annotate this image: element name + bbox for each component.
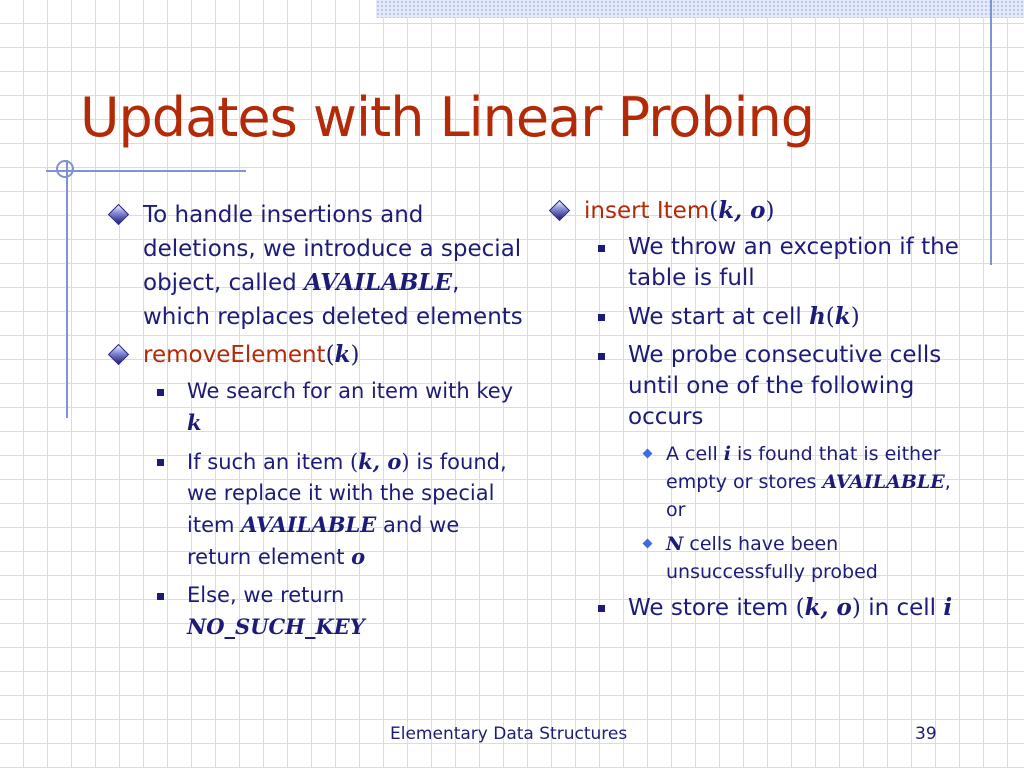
sub-bullet-replace bbox=[155, 446, 528, 573]
slide-title: Updates with Linear Probing bbox=[80, 86, 815, 149]
paren-close: ) bbox=[765, 198, 775, 224]
paren-close: ) bbox=[850, 304, 860, 330]
tertiary-text: A cell bbox=[666, 443, 718, 465]
item-pair: k, o bbox=[358, 449, 402, 474]
footer-title: Elementary Data Structures bbox=[390, 724, 628, 744]
paren-open: ( bbox=[350, 450, 359, 474]
square-bullet-icon bbox=[598, 245, 605, 252]
sub-bullet-exception bbox=[596, 232, 969, 294]
element-variable: o bbox=[351, 544, 366, 569]
decoration-circle bbox=[56, 160, 74, 178]
sub-bullet-text: We search for an item with key bbox=[187, 379, 514, 403]
item-pair: k, o bbox=[804, 594, 852, 621]
square-bullet-icon bbox=[598, 605, 605, 612]
bullet-insert-item bbox=[549, 194, 969, 228]
small-diamond-bullet-icon bbox=[643, 449, 653, 459]
top-decoration-band bbox=[376, 0, 1024, 18]
diamond-bullet-icon bbox=[108, 344, 129, 365]
square-bullet-icon bbox=[598, 314, 605, 321]
cell-variable: i bbox=[723, 443, 731, 465]
sub-bullet-store bbox=[596, 592, 969, 624]
tertiary-text-end: , or bbox=[666, 471, 951, 521]
square-bullet-icon bbox=[598, 353, 605, 360]
sub-bullet-text: If such an item bbox=[187, 450, 344, 474]
sub-bullet-start-cell bbox=[596, 301, 969, 333]
no-such-key-term: NO_SUCH_KEY bbox=[187, 614, 365, 639]
paren-open: ( bbox=[795, 595, 805, 621]
key-variable: k bbox=[834, 303, 851, 330]
tertiary-bullet-found bbox=[642, 440, 969, 524]
tertiary-text-mid: is found that is either empty or stores bbox=[666, 443, 941, 493]
square-bullet-icon bbox=[157, 593, 164, 600]
sub-bullet-probe bbox=[596, 340, 969, 433]
tertiary-bullet-probed bbox=[642, 530, 969, 586]
bullet-available-intro bbox=[108, 198, 528, 334]
sub-bullet-text-end: and we return element bbox=[187, 513, 460, 569]
bullet-text-tail: , which replaces deleted elements bbox=[143, 270, 523, 330]
diamond-bullet-icon bbox=[108, 204, 129, 225]
right-column bbox=[549, 194, 969, 631]
paren-close: ) bbox=[401, 450, 410, 474]
bullet-remove-element bbox=[108, 338, 528, 372]
available-term: AVAILABLE bbox=[304, 269, 453, 296]
small-diamond-bullet-icon bbox=[643, 539, 653, 549]
bullet-text: To handle insertions and deletions, we introduce a special object, called bbox=[143, 202, 522, 296]
paren-close: ) bbox=[350, 342, 360, 368]
paren-open: ( bbox=[825, 304, 835, 330]
sub-bullet-text: We throw an exception if the table is full bbox=[628, 234, 959, 291]
sub-bullet-text-end: in cell bbox=[868, 595, 937, 621]
paren-open: ( bbox=[709, 198, 719, 224]
insert-item-label: insert Item bbox=[584, 198, 710, 224]
page-number: 39 bbox=[915, 724, 937, 744]
sub-bullet-text: We start at cell bbox=[628, 304, 802, 330]
sub-bullet-text: Else, we return bbox=[187, 583, 345, 607]
key-variable: k bbox=[187, 410, 202, 435]
item-pair: k, o bbox=[718, 197, 766, 224]
available-term: AVAILABLE bbox=[822, 471, 945, 493]
remove-element-label: removeElement bbox=[143, 342, 326, 368]
sub-bullet-text: We store item bbox=[628, 595, 789, 621]
paren-close: ) bbox=[851, 595, 861, 621]
paren-open: ( bbox=[325, 342, 335, 368]
left-column bbox=[108, 198, 528, 650]
hash-function: h bbox=[809, 303, 826, 330]
square-bullet-icon bbox=[157, 389, 164, 396]
tertiary-text: cells have been unsuccessfully probed bbox=[666, 533, 878, 583]
sub-bullet-text: We probe consecutive cells until one of the following occurs bbox=[628, 342, 942, 430]
diamond-bullet-icon bbox=[549, 200, 570, 221]
left-decoration-line bbox=[66, 160, 68, 418]
sub-bullet-search bbox=[155, 376, 528, 439]
title-underline bbox=[46, 170, 246, 172]
n-variable: N bbox=[666, 533, 684, 555]
key-variable: k bbox=[334, 341, 351, 368]
cell-variable: i bbox=[943, 594, 953, 621]
available-term: AVAILABLE bbox=[241, 512, 377, 537]
square-bullet-icon bbox=[157, 459, 164, 466]
sub-bullet-else bbox=[155, 580, 528, 643]
sub-bullet-text-mid: is found, we replace it with the special item bbox=[187, 450, 507, 537]
right-decoration-line bbox=[990, 0, 992, 265]
